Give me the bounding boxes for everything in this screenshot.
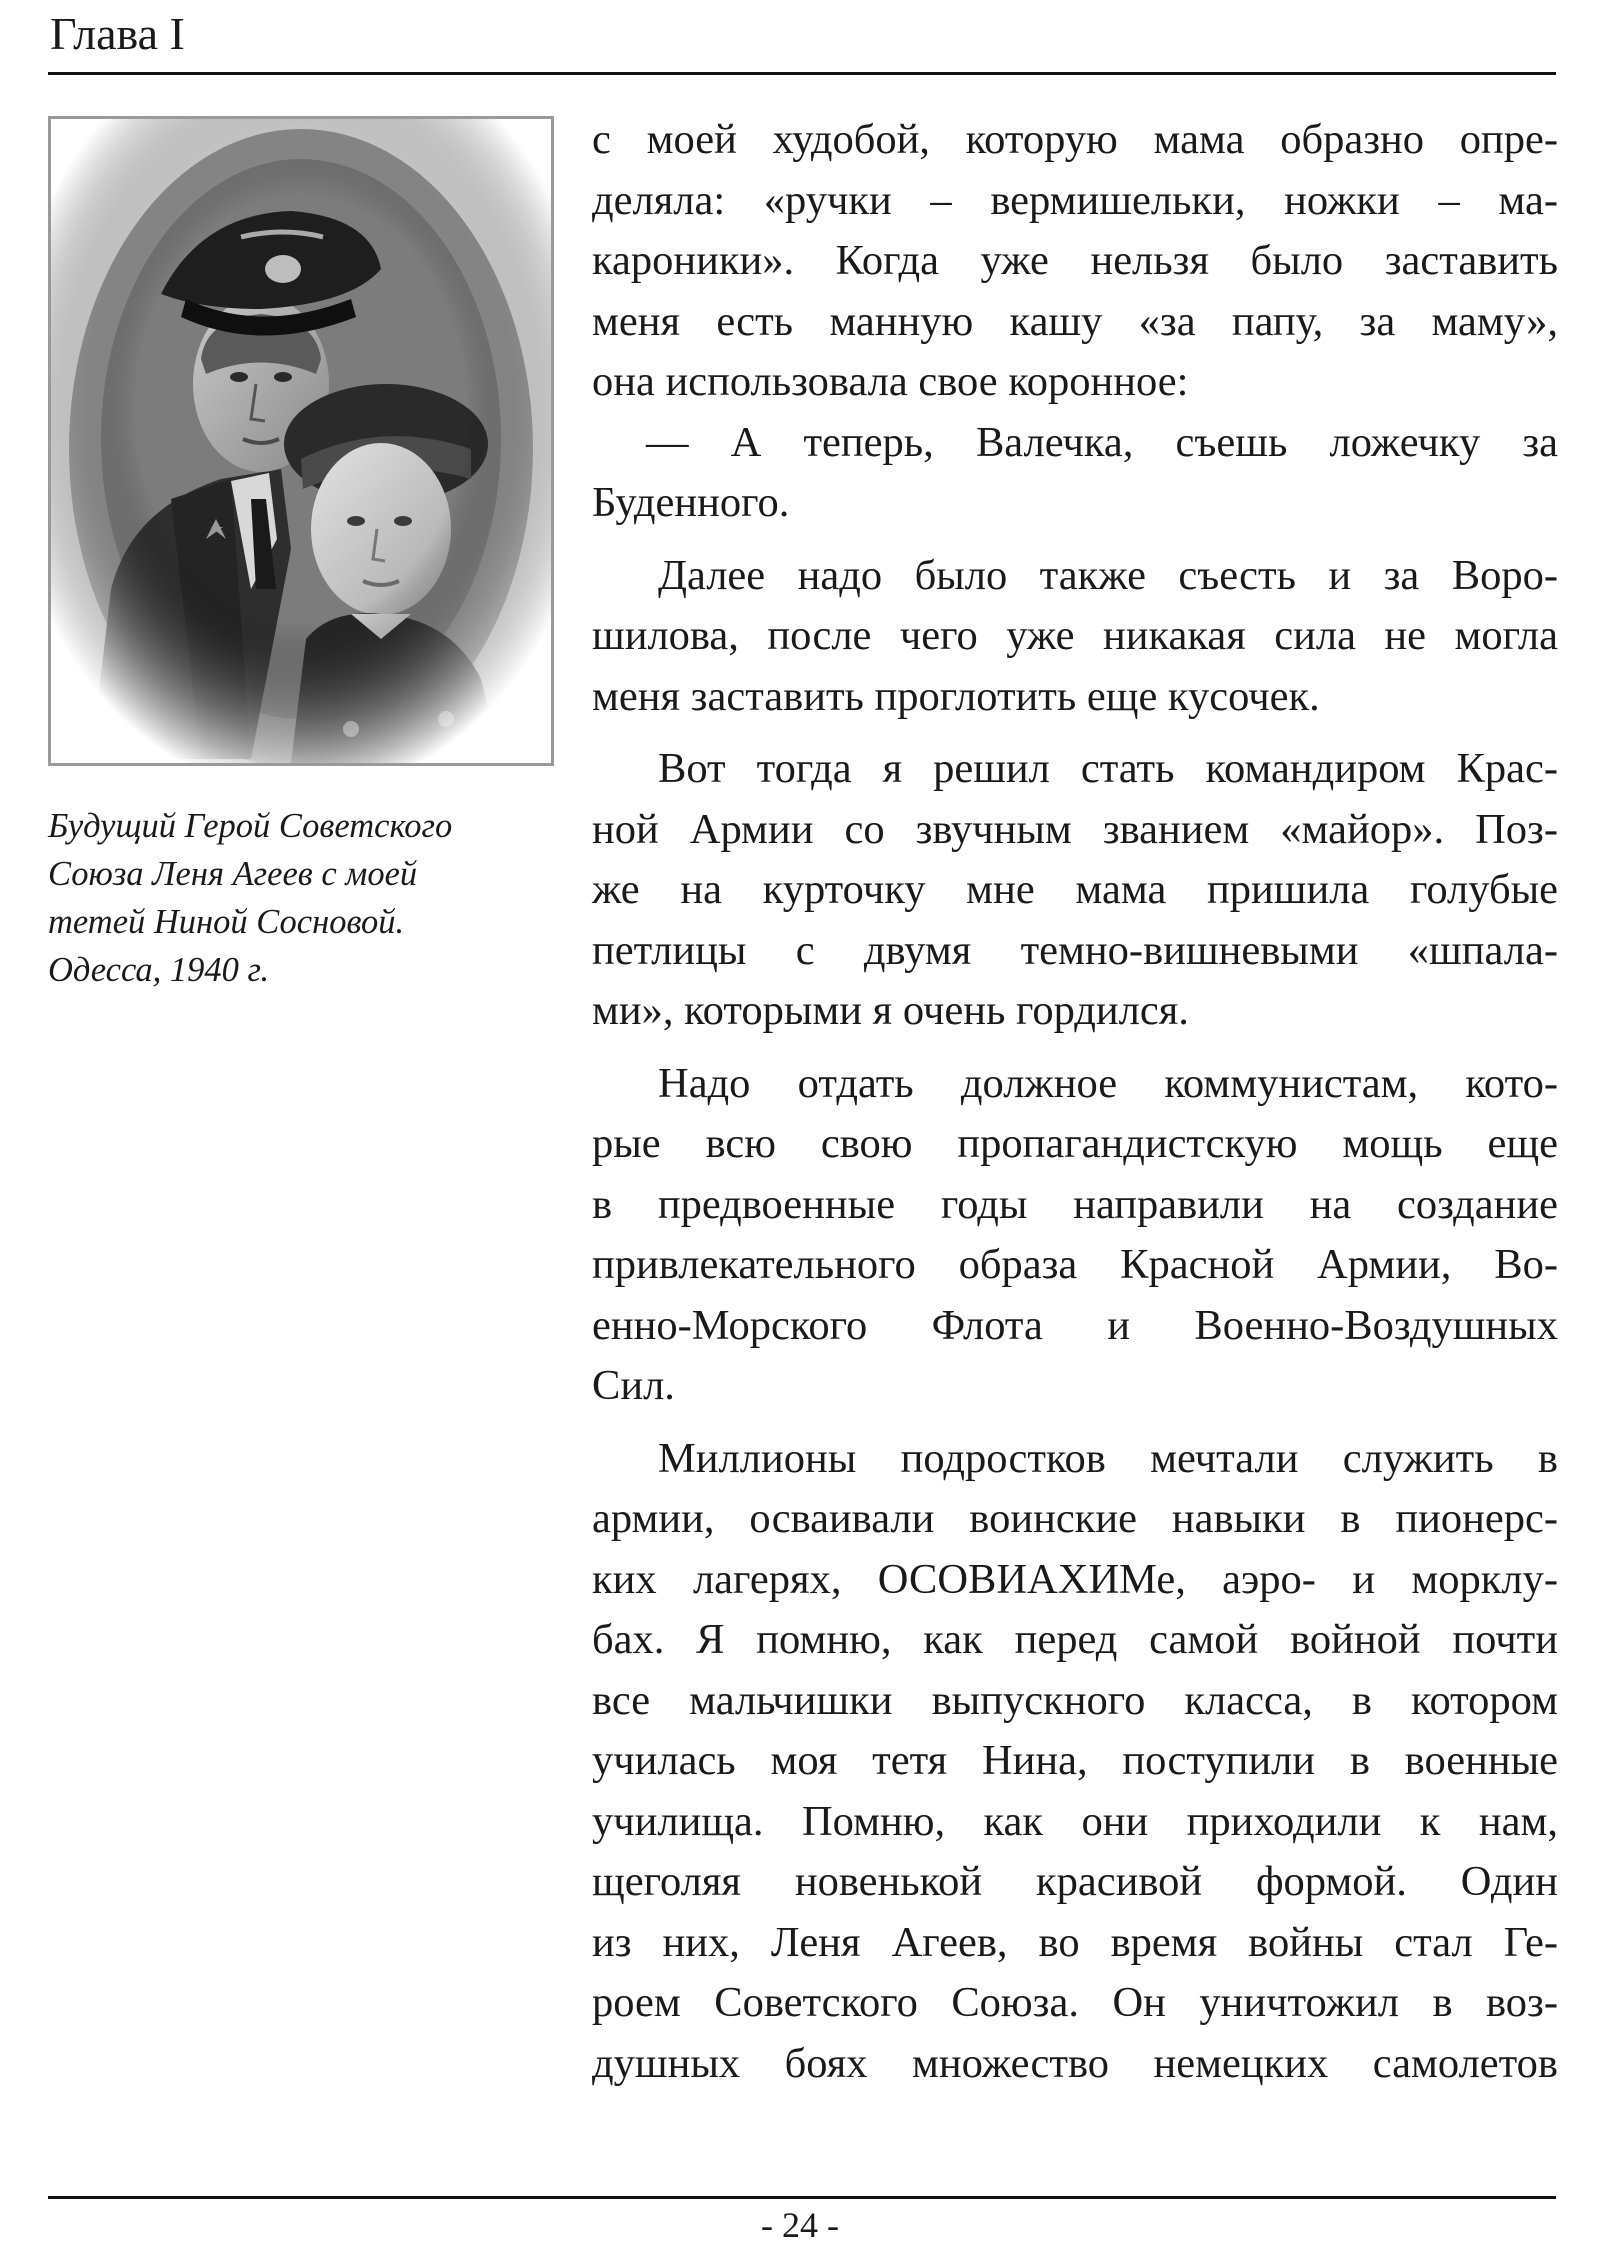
caption-line: тетей Ниной Сосновой. [48,903,405,941]
text-line: же на курточку мне мама пришила голубые [592,866,1558,913]
paragraph-4 [592,739,1558,1042]
text-line: енно-Морского Флота и Военно-Воздушных [592,1301,1558,1349]
caption-line: Союза Леня Агеев с моей [48,855,418,893]
caption-line: Одесса, 1940 г. [48,951,270,989]
text-line: Сил. [592,1362,675,1409]
paragraph-6 [592,1429,1558,2095]
text-line: из них, Леня Агеев, во время войны стал Ге- [592,1918,1558,1966]
text-line: рые всю свою пропагандистскую мощь еще [592,1120,1558,1167]
text-line: шилова, после чего уже никакая сила не могла [592,612,1558,659]
header-rule [48,72,1556,75]
paragraph-3 [592,546,1558,728]
text-line: щеголяя новенькой красивой формой. Один [592,1858,1558,1905]
text-line: меня заставить проглотить еще кусочек. [592,672,1320,720]
footer-rule [48,2196,1556,2199]
page-number: - 24 - [761,2205,839,2245]
text-line: — А теперь, Валечка, съешь ложечку за [646,418,1558,466]
text-line: Буденного. [592,479,790,526]
historical-photo [48,116,554,766]
paragraph-5 [592,1054,1558,1417]
text-line: роем Советского Союза. Он уничтожил в воз- [592,1979,1558,2026]
text-line: петлицы с двумя темно-вишневыми «шпала- [592,926,1558,974]
body-text [592,110,1558,2094]
text-line: душных боях множество немецких самолетов [592,2039,1558,2087]
text-line: деляла: «ручки – вермишельки, ножки – ма- [592,176,1558,224]
text-line: в предвоенные годы направили на создание [592,1180,1558,1228]
text-line: ной Армии со звучным званием «майор». Поз- [592,805,1558,853]
text-line: бах. Я помню, как перед самой войной почти [592,1616,1558,1663]
text-line: училась моя тетя Нина, поступили в военные [592,1737,1558,1784]
caption-line: Будущий Герой Советского [48,807,453,845]
paragraph-2 [592,413,1558,534]
text-line: она использовала свое коронное: [592,358,1189,405]
paragraph-1 [592,110,1558,413]
text-line: с моей худобой, которую мама образно опре- [592,116,1558,163]
text-line: училища. Помню, как они приходили к нам, [592,1797,1558,1845]
text-line: Миллионы подростков мечтали служить в [658,1434,1558,1482]
text-line: Далее надо было также съесть и за Воро- [658,551,1558,599]
text-line: Вот тогда я решил стать командиром Крас- [658,745,1558,792]
chapter-header: Глава I [50,8,185,59]
text-line: ми», которыми я очень гордился. [592,987,1189,1034]
text-line: ких лагерях, ОСОВИАХИМе, аэро- и морклу- [592,1555,1558,1603]
text-line: армии, осваивали воинские навыки в пионерс- [592,1495,1558,1542]
text-line: Надо отдать должное коммунистам, кото- [658,1059,1558,1107]
text-line: все мальчишки выпускного класса, в котором [592,1676,1558,1724]
text-line: привлекательного образа Красной Армии, Во- [592,1241,1558,1288]
text-line: меня есть манную кашу «за папу, за маму», [592,297,1558,345]
photo-caption [48,802,568,994]
photo-illustration [51,119,551,763]
text-line: кароники». Когда уже нельзя было заставить [592,237,1558,284]
